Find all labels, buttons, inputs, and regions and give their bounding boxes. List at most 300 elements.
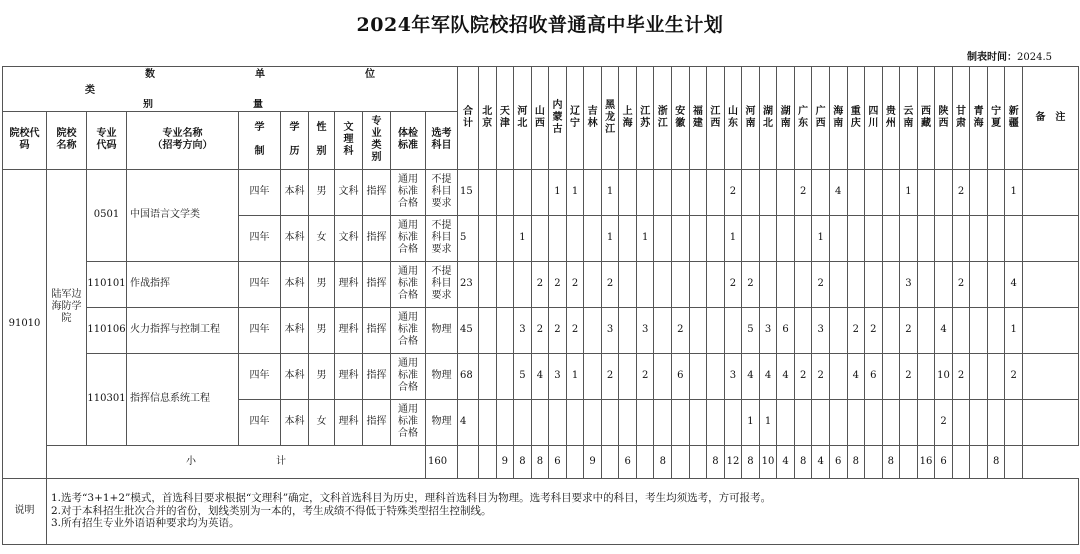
cell-province-count: 1 [549, 169, 567, 215]
cell-province-count: 1 [759, 399, 777, 445]
cell-province-count: 1 [900, 169, 918, 215]
cell-province-count: 2 [531, 261, 549, 307]
subtotal-province-count: 10 [759, 445, 777, 478]
cell-province-count [865, 399, 883, 445]
major-code: 0501 [87, 169, 127, 261]
cell-province-count [672, 169, 690, 215]
document-title: 2024年军队院校招收普通高中毕业生计划 [356, 14, 724, 36]
cell-education: 本科 [281, 353, 309, 399]
cell-province-count [987, 353, 1005, 399]
header-province: 宁 夏 [987, 67, 1005, 170]
cell-province-count: 2 [812, 261, 830, 307]
cell-province-count: 2 [549, 307, 567, 353]
cell-gender: 女 [309, 399, 335, 445]
cell-province-count [689, 261, 707, 307]
cell-province-count [549, 215, 567, 261]
header-remarks: 备 注 [1022, 67, 1078, 170]
cell-province-count [865, 169, 883, 215]
cell-province-count [970, 307, 988, 353]
cell-province-count: 2 [952, 353, 970, 399]
school-name: 陆军边 海防学 院 [47, 169, 87, 445]
cell-province-count [566, 399, 584, 445]
cell-province-count [847, 261, 865, 307]
cell-remarks [1022, 307, 1078, 353]
cell-province-count [619, 353, 637, 399]
cell-province-count [917, 353, 935, 399]
cell-province-count: 2 [935, 399, 953, 445]
cell-province-count [794, 215, 812, 261]
cell-province-count [514, 261, 532, 307]
header-major-category: 专 业 类 别 [363, 111, 391, 169]
cell-province-count [970, 353, 988, 399]
cell-province-count: 1 [566, 353, 584, 399]
cell-province-count [654, 307, 672, 353]
cell-province-count [917, 215, 935, 261]
cell-education: 本科 [281, 215, 309, 261]
cell-province-count [584, 261, 602, 307]
notes-label: 说明 [3, 478, 47, 544]
cell-province-count [777, 399, 795, 445]
header-province: 河 北 [514, 67, 532, 170]
cell-province-count [672, 215, 690, 261]
cell-province-count [759, 215, 777, 261]
cell-system: 四年 [239, 307, 281, 353]
cell-total: 23 [458, 261, 479, 307]
cell-province-count [829, 307, 847, 353]
cell-arts-science: 文科 [335, 215, 363, 261]
cell-province-count: 2 [531, 307, 549, 353]
cell-province-count [917, 261, 935, 307]
cell-total: 15 [458, 169, 479, 215]
header-province: 陕 西 [935, 67, 953, 170]
cell-province-count [882, 353, 900, 399]
cell-province-count [882, 169, 900, 215]
cell-province-count [970, 169, 988, 215]
header-province: 青 海 [970, 67, 988, 170]
cell-health-standard: 通用 标准 合格 [391, 353, 426, 399]
cell-province-count: 2 [794, 353, 812, 399]
cell-province-count: 2 [549, 261, 567, 307]
subtotal-province-count: 8 [531, 445, 549, 478]
cell-province-count [935, 169, 953, 215]
header-province: 广 东 [794, 67, 812, 170]
cell-province-count [900, 399, 918, 445]
cell-province-count [479, 215, 497, 261]
cell-province-count [952, 215, 970, 261]
cell-province-count: 2 [566, 307, 584, 353]
cell-education: 本科 [281, 261, 309, 307]
subtotal-province-count: 12 [724, 445, 742, 478]
header-province: 山 西 [531, 67, 549, 170]
cell-province-count [970, 399, 988, 445]
major-name: 作战指挥 [127, 261, 239, 307]
cell-province-count: 4 [847, 353, 865, 399]
cell-total: 4 [458, 399, 479, 445]
cell-remarks [1022, 353, 1078, 399]
cell-province-count: 2 [900, 307, 918, 353]
cell-remarks [1022, 399, 1078, 445]
cell-health-standard: 通用 标准 合格 [391, 399, 426, 445]
table-row [3, 307, 1079, 353]
cell-province-count [619, 215, 637, 261]
cell-province-count [1005, 399, 1023, 445]
table-row [3, 445, 1079, 478]
cell-province-count [689, 169, 707, 215]
subtotal-total: 160 [426, 445, 458, 478]
cell-total: 5 [458, 215, 479, 261]
header-province: 浙 江 [654, 67, 672, 170]
cell-province-count [742, 169, 760, 215]
cell-province-count [917, 307, 935, 353]
cell-province-count: 2 [742, 261, 760, 307]
header-province: 海 南 [829, 67, 847, 170]
cell-province-count [987, 169, 1005, 215]
cell-province-count [479, 169, 497, 215]
cell-education: 本科 [281, 169, 309, 215]
cell-province-count [829, 399, 847, 445]
subtotal-province-count [952, 445, 970, 478]
subtotal-province-count: 8 [847, 445, 865, 478]
cell-province-count: 2 [900, 353, 918, 399]
cell-province-count: 5 [742, 307, 760, 353]
cell-education: 本科 [281, 307, 309, 353]
cell-province-count [987, 261, 1005, 307]
cell-province-count [829, 261, 847, 307]
subtotal-province-count [689, 445, 707, 478]
subtotal-province-count [458, 445, 479, 478]
cell-province-count [584, 169, 602, 215]
header-school-name: 院校 名称 [47, 111, 87, 169]
cell-province-count: 1 [514, 215, 532, 261]
cell-province-count [566, 215, 584, 261]
cell-gender: 男 [309, 169, 335, 215]
cell-health-standard: 通用 标准 合格 [391, 261, 426, 307]
header-province: 重 庆 [847, 67, 865, 170]
cell-province-count: 2 [672, 307, 690, 353]
cell-province-count [987, 307, 1005, 353]
major-code: 110106 [87, 307, 127, 353]
cell-province-count [531, 399, 549, 445]
cell-province-count: 4 [935, 307, 953, 353]
cell-province-count [987, 215, 1005, 261]
cell-arts-science: 理科 [335, 307, 363, 353]
cell-province-count: 6 [672, 353, 690, 399]
cell-province-count: 1 [566, 169, 584, 215]
cell-province-count [496, 261, 514, 307]
cell-province-count [707, 215, 725, 261]
header-province: 吉 林 [584, 67, 602, 170]
cell-province-count [584, 399, 602, 445]
subtotal-province-count: 9 [496, 445, 514, 478]
note-line: 1.选考“3+1+2”模式，首选科目要求根据“文理科”确定，文科首选科目为历史，理科首选科目为物理。选考科目要求中的科目，考生均须选考，方可报考。 [51, 492, 772, 505]
subtotal-province-count [479, 445, 497, 478]
cell-major-category: 指挥 [363, 307, 391, 353]
header-province: 河 南 [742, 67, 760, 170]
header-province: 山 东 [724, 67, 742, 170]
header-province: 江 西 [707, 67, 725, 170]
date-value: 2024.5 [1017, 52, 1052, 63]
cell-province-count [794, 261, 812, 307]
header-unit-line-1: 数 单 位 [3, 67, 458, 83]
cell-province-count: 2 [812, 353, 830, 399]
cell-province-count [759, 261, 777, 307]
cell-arts-science: 理科 [335, 399, 363, 445]
header-unit-line-3: 别 量 [3, 99, 458, 112]
header-province: 四 川 [865, 67, 883, 170]
cell-province-count [952, 307, 970, 353]
cell-province-count [636, 261, 654, 307]
cell-province-count [847, 215, 865, 261]
major-name: 中国语言文学类 [127, 169, 239, 261]
cell-subject: 物理 [426, 399, 458, 445]
cell-province-count [970, 261, 988, 307]
subtotal-province-count [566, 445, 584, 478]
header-province: 江 苏 [636, 67, 654, 170]
cell-province-count: 1 [742, 399, 760, 445]
subtotal-province-count [970, 445, 988, 478]
subtotal-province-count: 4 [777, 445, 795, 478]
cell-province-count [707, 353, 725, 399]
cell-province-count [987, 399, 1005, 445]
cell-province-count [496, 169, 514, 215]
cell-province-count: 3 [636, 307, 654, 353]
cell-health-standard: 通用 标准 合格 [391, 307, 426, 353]
cell-province-count: 2 [952, 261, 970, 307]
cell-province-count [777, 169, 795, 215]
cell-province-count [479, 261, 497, 307]
cell-province-count: 4 [829, 169, 847, 215]
cell-province-count [882, 261, 900, 307]
cell-province-count: 1 [601, 169, 619, 215]
subtotal-province-count: 6 [549, 445, 567, 478]
cell-province-count [829, 353, 847, 399]
header-province: 湖 北 [759, 67, 777, 170]
cell-province-count [917, 399, 935, 445]
cell-subject: 物理 [426, 307, 458, 353]
subtotal-remarks [1005, 445, 1023, 478]
cell-province-count [619, 307, 637, 353]
cell-province-count [689, 215, 707, 261]
cell-province-count: 6 [777, 307, 795, 353]
header-province: 福 建 [689, 67, 707, 170]
cell-gender: 男 [309, 261, 335, 307]
cell-province-count [812, 399, 830, 445]
cell-health-standard: 通用 标准 合格 [391, 169, 426, 215]
cell-province-count: 2 [794, 169, 812, 215]
subtotal-province-count: 6 [829, 445, 847, 478]
cell-total: 68 [458, 353, 479, 399]
subtotal-province-count: 6 [619, 445, 637, 478]
table-row [3, 261, 1079, 307]
cell-province-count [479, 353, 497, 399]
subtotal-province-count: 9 [584, 445, 602, 478]
cell-subject: 不提 科目 要求 [426, 169, 458, 215]
cell-gender: 男 [309, 353, 335, 399]
cell-subject: 不提 科目 要求 [426, 261, 458, 307]
cell-arts-science: 理科 [335, 261, 363, 307]
cell-major-category: 指挥 [363, 215, 391, 261]
cell-province-count [1005, 215, 1023, 261]
header-province: 西 藏 [917, 67, 935, 170]
header-school-code: 院校代 码 [3, 111, 47, 169]
subtotal-label: 小 计 [47, 445, 426, 478]
header-province: 内 蒙 古 [549, 67, 567, 170]
cell-major-category: 指挥 [363, 261, 391, 307]
subtotal-province-count: 8 [987, 445, 1005, 478]
cell-province-count [882, 307, 900, 353]
cell-province-count [496, 399, 514, 445]
cell-province-count [935, 215, 953, 261]
cell-province-count [654, 169, 672, 215]
cell-system: 四年 [239, 169, 281, 215]
cell-system: 四年 [239, 399, 281, 445]
subtotal-province-count: 8 [514, 445, 532, 478]
header-province: 贵 州 [882, 67, 900, 170]
header-province: 甘 肃 [952, 67, 970, 170]
cell-province-count [496, 307, 514, 353]
cell-province-count [865, 261, 883, 307]
header-subject: 选考 科目 [426, 111, 458, 169]
cell-province-count: 2 [601, 261, 619, 307]
cell-province-count: 3 [900, 261, 918, 307]
cell-province-count: 2 [724, 261, 742, 307]
cell-province-count [935, 261, 953, 307]
cell-province-count: 10 [935, 353, 953, 399]
cell-province-count [549, 399, 567, 445]
subtotal-province-count [636, 445, 654, 478]
cell-province-count [847, 169, 865, 215]
date-label: 制表时间： [967, 52, 1017, 63]
cell-system: 四年 [239, 353, 281, 399]
subtotal-province-count: 4 [812, 445, 830, 478]
cell-province-count: 3 [601, 307, 619, 353]
note-line: 3.所有招生专业外语语种要求均为英语。 [51, 517, 240, 530]
cell-province-count: 2 [847, 307, 865, 353]
header-system: 学 制 [239, 111, 281, 169]
cell-province-count [636, 399, 654, 445]
subtotal-province-count: 8 [742, 445, 760, 478]
cell-province-count: 4 [531, 353, 549, 399]
major-name: 指挥信息系统工程 [127, 353, 239, 445]
cell-province-count [654, 353, 672, 399]
cell-province-count [724, 399, 742, 445]
note-line: 2.对于本科招生批次合并的省份，划线类别为一本的，考生成绩不得低于特殊类型招生控制线。 [51, 504, 492, 517]
cell-province-count [479, 307, 497, 353]
cell-province-count [812, 169, 830, 215]
subtotal-province-count: 8 [794, 445, 812, 478]
cell-province-count: 1 [724, 215, 742, 261]
cell-province-count [759, 169, 777, 215]
subtotal-province-count [672, 445, 690, 478]
cell-province-count [882, 399, 900, 445]
cell-province-count [496, 353, 514, 399]
subtotal-province-count: 16 [917, 445, 935, 478]
school-code: 91010 [3, 169, 47, 478]
cell-province-count [654, 261, 672, 307]
header-total: 合 计 [458, 67, 479, 170]
cell-province-count [672, 399, 690, 445]
header-province: 北 京 [479, 67, 497, 170]
subtotal-province-count [900, 445, 918, 478]
cell-province-count [514, 399, 532, 445]
cell-remarks [1022, 169, 1078, 215]
cell-province-count [707, 261, 725, 307]
major-code: 110301 [87, 353, 127, 445]
cell-province-count: 2 [724, 169, 742, 215]
cell-province-count [584, 307, 602, 353]
cell-province-count [619, 261, 637, 307]
cell-subject: 不提 科目 要求 [426, 215, 458, 261]
cell-province-count: 1 [636, 215, 654, 261]
cell-province-count: 4 [1005, 261, 1023, 307]
major-name: 火力指挥与控制工程 [127, 307, 239, 353]
cell-province-count: 3 [759, 307, 777, 353]
table-row [3, 169, 1079, 215]
cell-province-count [636, 169, 654, 215]
subtotal-province-count: 8 [882, 445, 900, 478]
header-province: 辽 宁 [566, 67, 584, 170]
cell-province-count: 1 [1005, 307, 1023, 353]
cell-province-count [514, 169, 532, 215]
cell-gender: 女 [309, 215, 335, 261]
cell-province-count: 2 [601, 353, 619, 399]
cell-province-count: 1 [601, 215, 619, 261]
subtotal-province-count: 8 [707, 445, 725, 478]
major-code: 110101 [87, 261, 127, 307]
cell-province-count [584, 215, 602, 261]
cell-province-count: 3 [514, 307, 532, 353]
header-province: 云 南 [900, 67, 918, 170]
header-province: 上 海 [619, 67, 637, 170]
cell-province-count: 2 [566, 261, 584, 307]
cell-province-count: 5 [514, 353, 532, 399]
cell-arts-science: 理科 [335, 353, 363, 399]
cell-major-category: 指挥 [363, 399, 391, 445]
header-province: 新 疆 [1005, 67, 1023, 170]
cell-province-count [917, 169, 935, 215]
cell-province-count [970, 215, 988, 261]
cell-province-count: 2 [952, 169, 970, 215]
cell-province-count [707, 399, 725, 445]
cell-province-count [882, 215, 900, 261]
cell-province-count: 6 [865, 353, 883, 399]
cell-total: 45 [458, 307, 479, 353]
cell-province-count [654, 399, 672, 445]
cell-subject: 物理 [426, 353, 458, 399]
header-arts-science: 文 理 科 [335, 111, 363, 169]
cell-province-count: 2 [636, 353, 654, 399]
cell-province-count [952, 399, 970, 445]
cell-province-count [865, 215, 883, 261]
table-row [3, 478, 1079, 544]
cell-province-count [584, 353, 602, 399]
cell-province-count [672, 261, 690, 307]
cell-province-count: 1 [1005, 169, 1023, 215]
cell-system: 四年 [239, 261, 281, 307]
cell-province-count [777, 261, 795, 307]
cell-province-count: 3 [812, 307, 830, 353]
cell-province-count [689, 399, 707, 445]
header-major-code: 专业 代码 [87, 111, 127, 169]
cell-province-count: 4 [742, 353, 760, 399]
header-province: 黑 龙 江 [601, 67, 619, 170]
cell-province-count [900, 215, 918, 261]
header-province: 安 徽 [672, 67, 690, 170]
cell-education: 本科 [281, 399, 309, 445]
header-province: 湖 南 [777, 67, 795, 170]
table-row [3, 67, 1079, 83]
cell-province-count [496, 215, 514, 261]
